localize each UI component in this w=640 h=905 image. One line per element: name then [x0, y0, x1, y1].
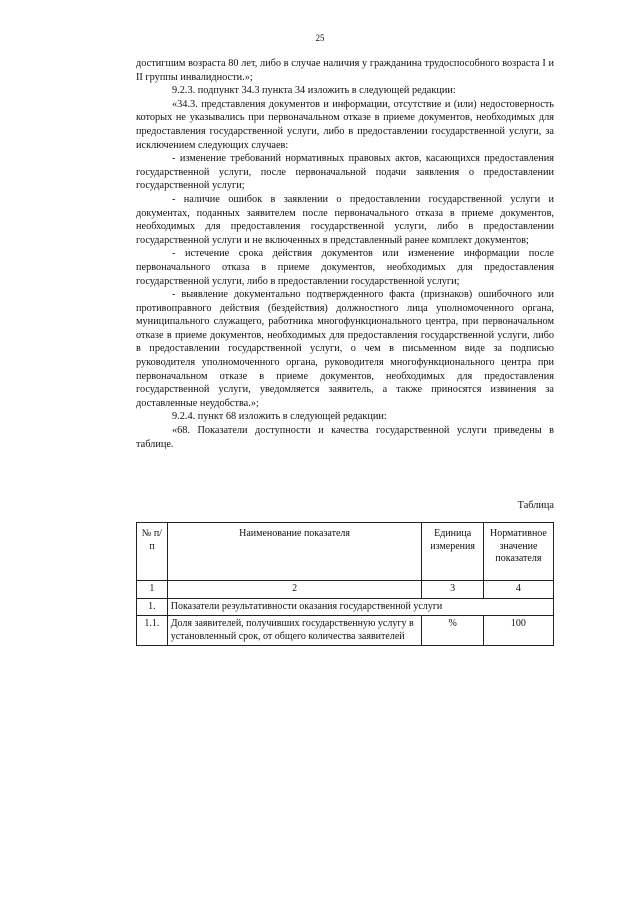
- paragraph: 9.2.4. пункт 68 изложить в следующей редакции:: [172, 411, 387, 423]
- col-number: 3: [422, 581, 483, 599]
- table-header-row: [137, 523, 554, 581]
- header-name: Наименование показателя: [167, 523, 422, 581]
- indicators-table: [136, 522, 554, 646]
- paragraph: - выявление документально подтвержденного факта (признаков) ошибочного или противоправного действия (бездействия) должностного лица уполномоченного органа, муниципального служащего, работника многофункционального центра, при первоначальном отказе в приеме документов, необходимых для предоставления государственной услуги, либо в предоставлении государственной услуги, о чем в письменном виде за подписью руководителя уполномоченного органа, руководителя многофункционального центра при первоначальном отказе в приеме документов, необходимых для предоставления государственной услуги, уведомляется заявитель, а также приносятся извинения за доставленные неудобства.»;: [136, 289, 554, 409]
- paragraph: - наличие ошибок в заявлении о предоставлении государственной услуги и документах, поданных заявителем после первоначального отказа в приеме документов, необходимых для предоставления государственной услуги, либо в предоставлении государственной услуги и не включенных в представленный ранее комплект документов;: [136, 193, 554, 246]
- row-value: 100: [483, 616, 553, 646]
- page-number: 25: [315, 33, 325, 43]
- row-name: Доля заявителей, получивших государственную услугу в установленный срок, от общего количества заявителей: [167, 616, 422, 646]
- col-number: 2: [167, 581, 422, 599]
- table-number-row: [137, 581, 554, 599]
- paragraph: «34.3. представления документов и информации, отсутствие и (или) недостоверность которых не указывались при первоначальном отказе в приеме документов, необходимых для предоставления государственной услуги, либо в предоставлении государственной услуги, за исключением следующих случаев:: [136, 98, 554, 151]
- row-num: 1.1.: [137, 616, 168, 646]
- table-caption: Таблица: [517, 500, 554, 511]
- paragraph: 9.2.3. подпункт 34.3 пункта 34 изложить в следующей редакции:: [172, 85, 456, 97]
- table-row: [137, 616, 554, 646]
- row-unit: %: [422, 616, 483, 646]
- col-number: 4: [483, 581, 553, 599]
- document-body: [136, 57, 554, 451]
- header-unit: Единица измерения: [422, 523, 483, 581]
- section-num: 1.: [137, 598, 168, 616]
- header-num: № п/п: [137, 523, 168, 581]
- header-value: Нормативное значение показателя: [483, 523, 553, 581]
- section-title: Показатели результативности оказания государственной услуги: [167, 598, 553, 616]
- paragraph: «68. Показатели доступности и качества государственной услуги приведены в таблице.: [136, 425, 554, 450]
- col-number: 1: [137, 581, 168, 599]
- paragraph: - истечение срока действия документов или изменение информации после первоначального отказа в приеме документов, необходимых для предоставления государственной услуги, либо в предоставлении государственной услуги;: [136, 248, 554, 287]
- paragraph: - изменение требований нормативных правовых актов, касающихся предоставления государственной услуги, после первоначальной подачи заявления о предоставлении государственной услуги;: [136, 153, 554, 192]
- paragraph: достигшим возраста 80 лет, либо в случае наличия у гражданина трудоспособного возраста I и II группы инвалидности.»;: [136, 58, 554, 83]
- table-section-row: [137, 598, 554, 616]
